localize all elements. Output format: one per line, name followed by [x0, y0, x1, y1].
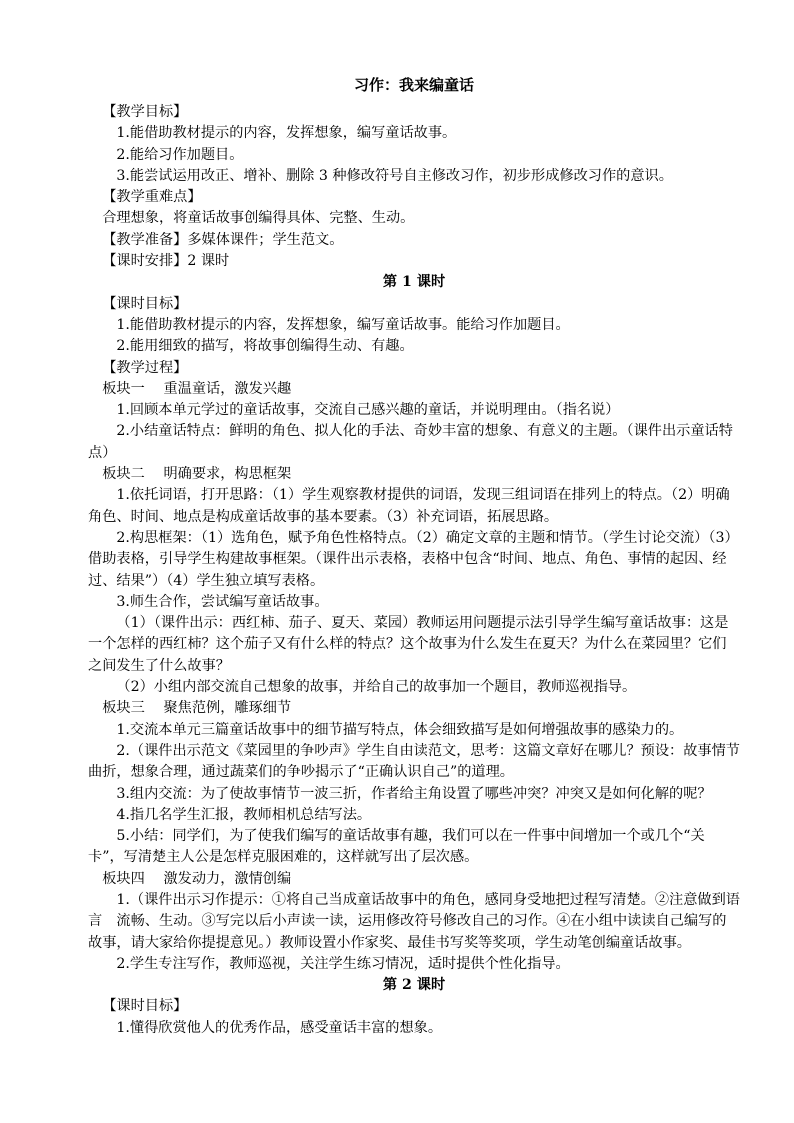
heading-line: 【教学重难点】 [102, 189, 202, 206]
paragraph: 2.构思框架：（1）选角色，赋予角色性格特点。（2）确定文章的主题和情节。（学生讨论交流）（3）借助表格，引导学生构建故事框架。（课件出示表格，表格中包含“时间、地点、角色、事情的起因、经过、结果”）（4）学生独立填写表格。 [88, 529, 739, 589]
section-heading: 第 2 课时 [382, 977, 446, 994]
paragraph: 3.师生合作，尝试编写童话故事。 [116, 593, 329, 610]
paragraph: 1.能借助教材提示的内容，发挥想象，编写童话故事。 [116, 125, 457, 142]
paragraph: 5.小结：同学们，为了使我们编写的童话故事有趣，我们可以在一件事中间增加一个或几个“关卡”，写清楚主人公是怎样克服困难的，这样就写出了层次感。 [88, 828, 705, 866]
heading-line: 合理想象，将童话故事创编得具体、完整、生动。 [102, 210, 415, 227]
paragraph: 1.懂得欣赏他人的优秀作品，感受童话丰富的想象。 [116, 1019, 443, 1036]
heading-line: 【课时安排】2 课时 [102, 253, 230, 270]
paragraph: （2）小组内部交流自己想象的故事，并给自己的故事加一个题目，教师巡视指导。 [116, 679, 637, 696]
paragraph: 2.小结童话特点：鲜明的角色、拟人化的手法、奇妙丰富的想象、有意义的主题。（课件出示童话特点） [88, 423, 733, 461]
heading-line: 【教学准备】多媒体课件；学生范文。 [102, 231, 344, 248]
paragraph: 1.（课件出示习作提示：①将自己当成童话故事中的角色，感同身受地把过程写清楚。②注意做到语言 流畅、生动。③写完以后小声读一读，运用修改符号修改自己的习作。④在小组中读读自己编写的故事，请大家给你提提意见。）教师设置小作家奖、最佳书写奖等奖项，学生动笔创编童话故事。 [88, 891, 740, 951]
document-page [88, 74, 740, 1039]
paragraph: 4.指几名学生汇报，教师相机总结写法。 [116, 806, 372, 823]
heading-line: 板块三 聚焦范例，雕琢细节 [102, 700, 292, 717]
paragraph: 2.能给习作加题目。 [116, 146, 244, 163]
heading-line: 【教学目标】 [102, 104, 188, 120]
heading-line: 板块一 重温童话，激发兴趣 [102, 380, 292, 397]
paragraph: 1.能借助教材提示的内容，发挥想象，编写童话故事。能给习作加题目。 [116, 316, 570, 333]
heading-line: 板块二 明确要求，构思框架 [102, 466, 292, 483]
paragraph: 2.（课件出示范文《菜园里的争吵声》学生自由读范文，思考：这篇文章好在哪儿？预设：故事情节曲折，想象合理，通过蔬菜们的争吵揭示了“正确认识自己”的道理。 [88, 742, 740, 781]
paragraph: 2.学生专注写作，教师巡视，关注学生练习情况，适时提供个性化指导。 [116, 955, 570, 972]
section-heading: 第 1 课时 [382, 274, 446, 291]
paragraph: 1.交流本单元三篇童话故事中的细节描写特点，体会细致描写是如何增强故事的感染力的。 [116, 721, 684, 738]
paragraph: 1.回顾本单元学过的童话故事，交流自己感兴趣的童话，并说明理由。（指名说） [116, 402, 620, 419]
document-body [88, 102, 740, 1039]
document-title: 习作：我来编童话 [353, 76, 474, 94]
paragraph: （1）（课件出示：西红柿、茄子、夏天、菜园）教师运用问题提示法引导学生编写童话故事：这是一个怎样的西红柿？这个茄子又有什么样的特点？这个故事为什么发生在夏天？为什么在菜园里？它们之间发生了什么故事？ [88, 615, 729, 674]
paragraph: 3.能尝试运用改正、增补、删除 3 种修改符号自主修改习作，初步形成修改习作的意识。 [116, 167, 673, 184]
heading-line: 【课时目标】 [102, 998, 188, 1015]
paragraph: 2.能用细致的描写，将故事创编得生动、有趣。 [116, 338, 414, 355]
heading-line: 【课时目标】 [102, 295, 188, 312]
paragraph: 3.组内交流：为了使故事情节一波三折，作者给主角设置了哪些冲突？冲突又是如何化解的呢？ [116, 785, 712, 802]
heading-line: 【教学过程】 [102, 359, 188, 376]
heading-line: 板块四 激发动力，激情创编 [102, 870, 292, 887]
paragraph: 1.依托词语，打开思路：（1）学生观察教材提供的词语，发现三组词语在排列上的特点。（2）明确角色、时间、地点是构成童话故事的基本要素。（3）补充词语，拓展思路。 [88, 487, 730, 525]
